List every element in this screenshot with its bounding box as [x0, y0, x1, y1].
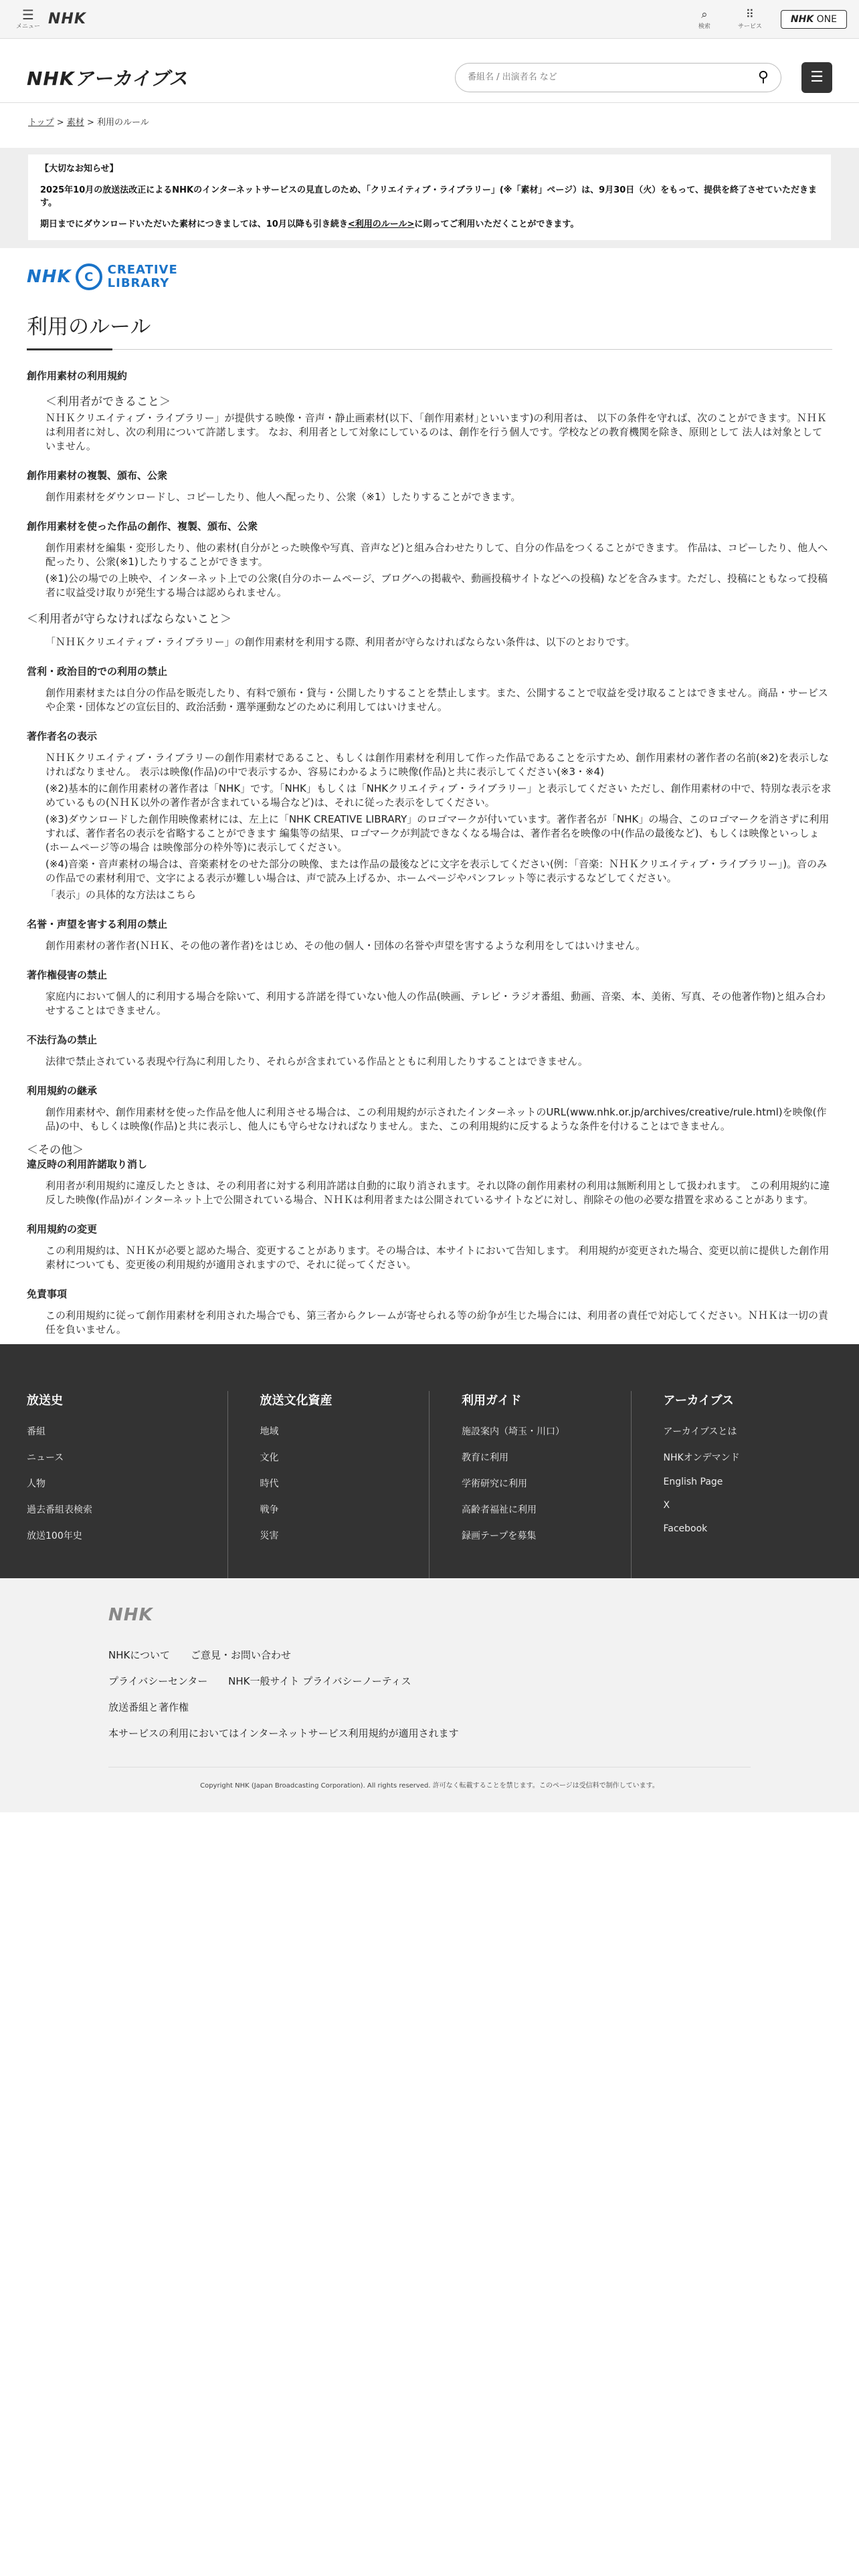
footer-link[interactable]: 地域	[260, 1426, 279, 1437]
footer-about-link[interactable]: NHKについて	[108, 1649, 171, 1661]
paragraph: 創作用素材や、創作用素材を使った作品を他人に利用させる場合は、この利用規約が示されたインターネットのURL(www.nhk.or.jp/archives/creative/rule.html)を映像(作品)の中、もしくは映像(作品)と共に表示し、他人にも守らせなければなりません。また、この利用規約に反するような条件を付けることはできません。	[45, 1106, 827, 1132]
paragraph: (※2)基本的に創作用素材の著作者は「NHK」です。「NHK」もしくは「NHKクリエイティブ・ライブラリー」と表示してください ただし、創作用素材の中で、特別な表示を求めているもの(ＮＨＫ以外の著作者が含まれている場合など)は、それに従った表示をしてください。	[45, 782, 832, 809]
paragraph: ＮＨＫクリエイティブ・ライブラリー」が提供する映像・音声・静止画素材(以下、｢創作用素材｣といいます)の利用者は、 以下の条件を守れば、次のことができます。ＮＨＫは利用者に対し、次の利用について許諾します。 なお、利用者として対象にしているのは、創作を行う個人です。学校などの教育機関を除き、原則として 法人は対象としていません。	[45, 412, 827, 452]
breadcrumb-current: 利用のルール	[97, 118, 149, 128]
footer-col-archives	[631, 1391, 832, 1578]
footer-link[interactable]: 学術研究に利用	[462, 1479, 528, 1489]
page-title: 利用のルール	[27, 310, 832, 350]
archives-logo[interactable]: NHKアーカイブス	[27, 67, 189, 90]
paragraph: (※1)公の場での上映や、インターネット上での公衆(自分のホームページ、ブログへの掲載や、動画投稿サイトなどへの投稿) などを含みます。ただし、投稿にともなって投稿者に収益受け取りが発生する場合は認められません。	[45, 572, 828, 599]
paragraph: 「ＮＨＫクリエイティブ・ライブラリー」の創作用素材を利用する際、利用者が守らなければならない条件は、以下のとおりです。	[45, 636, 636, 648]
footer-link[interactable]: 施設案内（埼玉・川口）	[462, 1426, 565, 1437]
notice-text-2	[40, 218, 819, 231]
services-label: サービス	[737, 23, 762, 30]
services-button[interactable]	[735, 8, 765, 30]
paragraph: ＮＨＫクリエイティブ・ライブラリーの創作用素材であること、もしくは創作用素材を利用して作った作品であることを示すため、創作用素材の著作者の名前(※2)を表示しなければなりません。 表示は映像(作品)の中で表示するか、容易にわかるように映像(作品)と共に表示してください(※3・※4)	[45, 752, 829, 778]
footer-link[interactable]: 番組	[27, 1426, 45, 1437]
breadcrumb-top[interactable]: トップ	[28, 118, 54, 128]
global-nav	[0, 0, 859, 39]
menu-button[interactable]	[12, 8, 44, 30]
nhk-one-logo: NHK	[790, 13, 814, 25]
paragraph: 利用者が利用規約に違反したときは、その利用者に対する利用許諾は自動的に取り消されます。それ以降の創作用素材の利用は無断利用として扱われます。 この利用規約に違反した映像(作品)がインターネット上で公開されている場合、ＮＨＫは利用者または公開されているサイトなどに対し、削除その他の必要な措置を求めることがあります。	[45, 1180, 830, 1206]
footer-link[interactable]: アーカイブスとは	[663, 1426, 737, 1437]
notice-text-2-pre: 期日までにダウンロードいただいた素材につきましては、10月以降も引き続き	[40, 219, 348, 229]
cl-line1: CREATIVE	[107, 263, 178, 277]
footer-col-title: 利用ガイド	[462, 1394, 522, 1408]
footer-link[interactable]: 戦争	[260, 1505, 279, 1515]
footer-link[interactable]: 放送100年史	[27, 1531, 82, 1541]
nhk-one-suffix: ONE	[816, 13, 837, 25]
section-heading: 利用規約の継承	[27, 1085, 98, 1097]
paragraph: 創作用素材または自分の作品を販売したり、有料で頒布・貸与・公開したりすることを禁止します。また、公開することで収益を受け取ることはできません。商品・サービスや企業・団体などの宣伝目的、政治活動・選挙運動などのために利用してはいけません。	[45, 687, 828, 713]
search-submit-icon[interactable]: ⚲	[757, 69, 769, 86]
search-input[interactable]	[468, 72, 758, 82]
cl-nhk: NHK	[27, 267, 72, 287]
section-heading: 創作用素材の利用規約	[27, 370, 128, 382]
breadcrumb-sozai[interactable]: 素材	[66, 118, 84, 128]
hamburger-icon: ☰	[810, 69, 824, 86]
search-box	[455, 63, 781, 92]
section-heading: 営利・政治目的での利用の禁止	[27, 665, 168, 677]
footer-terms-link[interactable]: 本サービスの利用においてはインターネットサービス利用規約が適用されます	[108, 1727, 459, 1739]
site-menu-button[interactable]	[801, 62, 832, 93]
section-heading: 免責事項	[27, 1288, 68, 1300]
cl-line2: LIBRARY	[107, 276, 170, 290]
paragraph: 家庭内において個人的に利用する場合を除いて、利用する許諾を得ていない他人の作品(映画、テレビ・ラジオ番組、動画、音楽、本、美術、写真、その他著作物)と組み合わせすることはできません。	[45, 990, 826, 1016]
notice-section	[0, 148, 859, 248]
breadcrumb	[0, 103, 859, 140]
footer-link[interactable]: Facebook	[663, 1523, 708, 1534]
section-heading: 違反時の利用許諾取り消し	[27, 1158, 148, 1170]
paragraph: 創作用素材を編集・変形したり、他の素材(自分がとった映像や写真、音声など)と組み合わせたりして、自分の作品をつくることができます。 作品は、コピーしたり、他人へ配ったり、公衆(※1)したりすることができます。	[45, 542, 828, 568]
paragraph: (※4)音楽・音声素材の場合は、音楽素材をのせた部分の映像、または作品の最後などに文字を表示してください(例：｢音楽：ＮＨＫクリエイティブ・ライブラリー｣)。音のみの作品での素材利用で、文字による表示が難しい場合は、声で読み上げるか、ホームページやパンフレット等に表示するなどしてください。	[45, 858, 828, 884]
menu-label: メニュー	[15, 23, 40, 30]
section-heading: 著作者名の表示	[27, 730, 98, 742]
footer-link[interactable]: 録画テープを募集	[462, 1531, 537, 1541]
subheading: ＜その他＞	[27, 1144, 84, 1157]
notice-text-2-post: に則ってご利用いただくことができます。	[414, 219, 579, 229]
main-content	[0, 310, 859, 1337]
copyright-text: Copyright NHK (Japan Broadcasting Corporation). All rights reserved. 許可なく転載することを禁じます。このページは受信料で制作しています。	[108, 1767, 751, 1790]
footer-corporate	[0, 1578, 859, 1812]
notice-text-1: 2025年10月の放送法改正によるNHKのインターネットサービスの見直しのため、「クリエイティブ・ライブラリー」(※「素材」ページ）は、9月30日（火）をもって、提供を終了させていただきます。	[40, 185, 818, 208]
section-heading: 利用規約の変更	[27, 1223, 98, 1235]
footer-contact-link[interactable]: ご意見・お問い合わせ	[190, 1649, 291, 1661]
footer-link[interactable]: 過去番組表検索	[27, 1505, 92, 1515]
paragraph: この利用規約は、ＮＨＫが必要と認めた場合、変更することがあります。その場合は、本サイトにおいて告知します。 利用規約が変更された場合、変更以前に提供した創作用素材についても、変更後の利用規約が適用されますので、それに従ってください。	[45, 1245, 830, 1271]
footer-link[interactable]: ニュース	[27, 1453, 64, 1463]
cl-c-mark: C	[76, 263, 102, 290]
section-heading: 創作用素材の複製、頒布、公衆	[27, 469, 168, 481]
footer-col-history	[27, 1391, 227, 1578]
important-notice	[28, 154, 831, 240]
subheading: ＜利用者が守らなければならないこと＞	[27, 613, 231, 626]
footer-sitemap	[0, 1344, 859, 1578]
notice-title: 【大切なお知らせ】	[40, 164, 118, 174]
paragraph: この利用規約に従って創作用素材を利用された場合でも、第三者からクレームが寄せられる等の紛争が生じた場合には、利用者の責任で対応してください。ＮＨＫは一切の責任を負いません。	[45, 1309, 829, 1335]
paragraph: 創作用素材の著作者(ＮＨＫ、その他の著作者)をはじめ、その他の個人・団体の名誉や声望を害するような利用をしてはいけません。	[45, 940, 646, 952]
footer-privacy-link[interactable]: プライバシーセンター	[108, 1675, 208, 1687]
search-icon: ⌕	[701, 8, 708, 21]
paragraph: (※3)ダウンロードした創作用映像素材には、左上に「NHK CREATIVE LIBRARY」のロゴマークが付いています。著作者名が「NHK」の場合、このロゴマークを消さずに利用すれば、著作者名の表示を省略することができます 編集等の結果、ロゴマークが判読できなくなる場合は、著作者名を映像の中(作品の最後など)、もしくは映像といっしょ(ホームページ等の場合 は映像部分の枠外等)に表示してください。	[45, 813, 830, 853]
breadcrumb-sep: >	[86, 118, 94, 128]
section-heading: 名誉・声望を害する利用の禁止	[27, 918, 168, 930]
footer-link[interactable]: 災害	[260, 1531, 279, 1541]
footer-link[interactable]: English Page	[663, 1477, 723, 1487]
footer-col-heritage	[227, 1391, 429, 1578]
footer-privacy-notice-link[interactable]: NHK一般サイト プライバシーノーティス	[228, 1675, 411, 1687]
footer-link[interactable]: X	[663, 1500, 670, 1511]
subheading: ＜利用者ができること＞	[45, 395, 171, 409]
display-method-link[interactable]: 「表示」の具体的な方法はこちら	[45, 889, 197, 901]
footer-col-title: 放送史	[27, 1394, 63, 1408]
creative-library-logo	[0, 248, 859, 296]
nhk-one-button[interactable]	[781, 10, 847, 29]
cl-wordmark	[108, 263, 178, 290]
footer-nhk-logo[interactable]: NHK	[108, 1605, 153, 1625]
footer-link[interactable]: NHKオンデマンド	[663, 1453, 740, 1463]
paragraph: 創作用素材をダウンロードし、コピーしたり、他人へ配ったり、公衆（※1）したりすることができます。	[45, 491, 521, 503]
footer-copyright-link[interactable]: 放送番組と著作権	[108, 1701, 189, 1713]
grid-icon: ⠿	[745, 8, 755, 21]
section-heading: 不法行為の禁止	[27, 1034, 98, 1046]
rule-link[interactable]: <利用のルール>	[347, 219, 415, 229]
footer-col-title: アーカイブス	[663, 1394, 734, 1408]
footer-link[interactable]: 高齢者福祉に利用	[462, 1505, 537, 1515]
footer-link[interactable]: 人物	[27, 1479, 45, 1489]
nhk-logo[interactable]: NHK	[48, 11, 86, 27]
section-heading: 創作用素材を使った作品の創作、複製、頒布、公衆	[27, 520, 258, 532]
paragraph: 法律で禁止されている表現や行為に利用したり、それらが含まれている作品とともに利用したりすることはできません。	[45, 1055, 588, 1067]
hamburger-icon: ☰	[22, 7, 34, 23]
footer-link[interactable]: 文化	[260, 1453, 279, 1463]
footer-link[interactable]: 時代	[260, 1479, 279, 1489]
global-search-button[interactable]	[690, 8, 719, 30]
footer-col-guide	[429, 1391, 630, 1578]
site-header	[0, 52, 859, 103]
breadcrumb-sep: >	[56, 118, 64, 128]
search-label: 検索	[698, 23, 710, 30]
footer-links	[108, 1648, 751, 1740]
footer-link[interactable]: 教育に利用	[462, 1453, 509, 1463]
footer-col-title: 放送文化資産	[260, 1394, 332, 1408]
section-heading: 著作権侵害の禁止	[27, 969, 108, 981]
